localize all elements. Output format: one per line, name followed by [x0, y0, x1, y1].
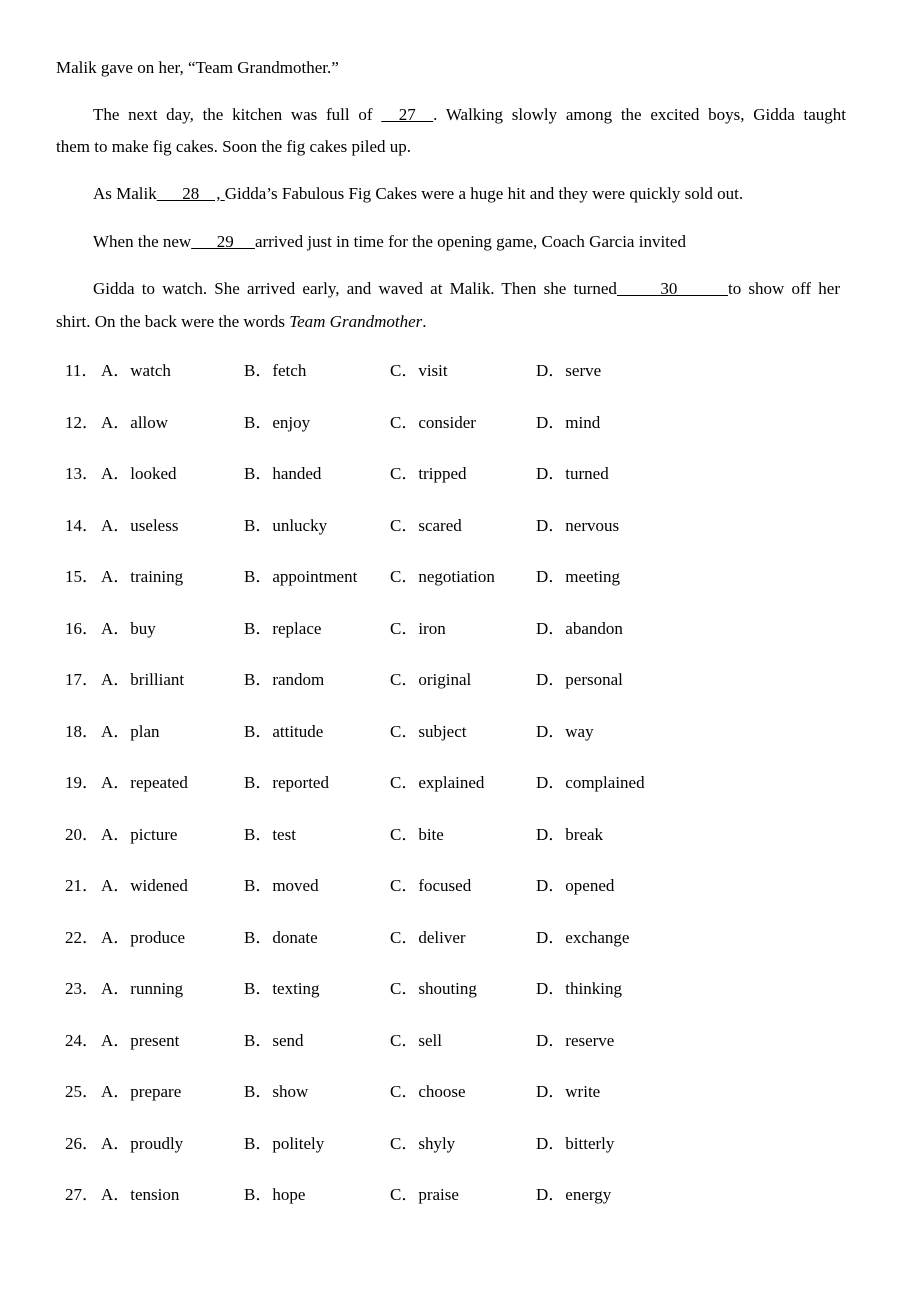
- passage-text: shirt. On the back were the words: [56, 312, 290, 331]
- option-b: B．unlucky: [244, 515, 328, 535]
- question-row: [0, 566, 920, 588]
- option-d: D．serve: [536, 361, 602, 380]
- option-b: B．appointment: [244, 567, 358, 586]
- option-b: B．enjoy: [244, 412, 311, 432]
- option-a: A．present: [101, 1030, 180, 1050]
- option-a: A．picture: [101, 824, 178, 844]
- passage-text: .: [422, 312, 427, 331]
- option-b: B．handed: [244, 464, 322, 483]
- option-a: A．allow: [101, 412, 169, 432]
- option-b: B．show: [244, 1082, 309, 1101]
- question-row: [0, 669, 920, 691]
- question-number: 24．: [65, 1030, 99, 1050]
- passage-text: Gidda’s Fabulous Fig Cakes were a huge hit and they were quickly sold out.: [224, 184, 744, 203]
- option-d: D．complained: [536, 773, 645, 792]
- option-d: D．energy: [536, 1185, 612, 1204]
- option-c: C．shouting: [390, 979, 477, 998]
- option-b: B．politely: [244, 1133, 325, 1153]
- blank-30: 30: [616, 279, 728, 298]
- question-number: 25．: [65, 1082, 99, 1101]
- option-b: B．attitude: [244, 721, 324, 741]
- passage-paragraph-29: [93, 232, 846, 252]
- question-row: [0, 824, 920, 846]
- passage-text: . Walking slowly among the excited boys, Gidda taught: [433, 105, 846, 124]
- blank-27: 27: [381, 105, 434, 124]
- option-b: B．fetch: [244, 361, 307, 380]
- passage-text: arrived just in time for the opening game, Coach Garcia invited: [254, 232, 686, 251]
- option-d: D．mind: [536, 412, 601, 432]
- option-d: D．abandon: [536, 618, 623, 638]
- option-d: D．nervous: [536, 515, 620, 535]
- option-a: A．watch: [101, 361, 171, 380]
- option-d: D．meeting: [536, 567, 621, 586]
- passage-paragraph-27-line-2: [56, 137, 846, 157]
- passage-line-1: [56, 58, 846, 78]
- option-c: C．scared: [390, 515, 462, 535]
- question-row: [0, 772, 920, 794]
- option-a: A．looked: [101, 464, 177, 483]
- option-d: D．reserve: [536, 1030, 615, 1050]
- passage-text: The next day, the kitchen was full of: [93, 105, 382, 124]
- question-number: 22．: [65, 927, 99, 947]
- question-row: [0, 927, 920, 949]
- option-c: C．focused: [390, 876, 472, 895]
- option-c: C．shyly: [390, 1133, 456, 1153]
- option-d: D．thinking: [536, 979, 622, 998]
- question-number: 13．: [65, 464, 99, 483]
- passage-paragraph-27: [93, 105, 846, 125]
- option-b: B．test: [244, 824, 296, 844]
- option-d: D．turned: [536, 464, 609, 483]
- option-c: C．praise: [390, 1185, 459, 1204]
- option-c: C．sell: [390, 1030, 442, 1050]
- question-number: 12．: [65, 412, 99, 432]
- question-row: [0, 978, 920, 1000]
- option-c: C．tripped: [390, 464, 467, 483]
- question-number: 26．: [65, 1133, 99, 1153]
- option-b: B．texting: [244, 979, 320, 998]
- question-row: [0, 463, 920, 485]
- option-a: A．widened: [101, 876, 188, 895]
- question-row: [0, 1184, 920, 1206]
- blank-28: 28 ,: [156, 184, 225, 203]
- question-row: [0, 1030, 920, 1052]
- option-b: B．moved: [244, 876, 319, 895]
- option-a: A．buy: [101, 618, 156, 638]
- question-number: 19．: [65, 773, 99, 792]
- option-d: D．write: [536, 1082, 601, 1101]
- passage-text: When the new: [93, 232, 192, 251]
- option-b: B．replace: [244, 618, 322, 638]
- option-a: A．brilliant: [101, 670, 185, 689]
- passage-text: As Malik: [93, 184, 157, 203]
- option-c: C．explained: [390, 773, 485, 792]
- option-d: D．bitterly: [536, 1133, 615, 1153]
- option-c: C．choose: [390, 1082, 466, 1101]
- option-d: D．personal: [536, 670, 623, 689]
- option-d: D．exchange: [536, 927, 630, 947]
- option-a: A．training: [101, 567, 184, 586]
- question-row: [0, 1081, 920, 1103]
- passage-text: Malik gave on her, “Team Grandmother.”: [56, 58, 339, 77]
- question-number: 14．: [65, 515, 99, 535]
- question-number: 23．: [65, 979, 99, 998]
- passage-paragraph-30-line-2: [56, 312, 846, 332]
- option-a: A．prepare: [101, 1082, 182, 1101]
- question-row: [0, 412, 920, 434]
- option-b: B．send: [244, 1030, 304, 1050]
- question-number: 21．: [65, 876, 99, 895]
- option-c: C．visit: [390, 361, 448, 380]
- option-c: C．iron: [390, 618, 446, 638]
- option-b: B．hope: [244, 1185, 306, 1204]
- question-number: 27．: [65, 1185, 99, 1204]
- option-d: D．opened: [536, 876, 615, 895]
- passage-paragraph-28: [93, 184, 846, 204]
- question-row: [0, 360, 920, 382]
- option-a: A．repeated: [101, 773, 188, 792]
- question-number: 16．: [65, 618, 99, 638]
- question-number: 17．: [65, 670, 99, 689]
- blank-29: 29: [191, 232, 255, 251]
- italic-title: Team Grandmother: [289, 312, 423, 331]
- option-c: C．deliver: [390, 927, 466, 947]
- question-row: [0, 1133, 920, 1155]
- question-row: [0, 721, 920, 743]
- option-a: A．useless: [101, 515, 179, 535]
- passage-text: to show off her: [727, 279, 841, 298]
- option-c: C．bite: [390, 824, 444, 844]
- question-number: 15．: [65, 567, 99, 586]
- passage-text: Gidda to watch. She arrived early, and waved at Malik. Then she turned: [93, 279, 617, 298]
- passage-text: them to make fig cakes. Soon the fig cakes piled up.: [56, 137, 412, 156]
- question-number: 11．: [65, 361, 99, 380]
- option-a: A．produce: [101, 927, 186, 947]
- passage-paragraph-30: [93, 279, 840, 299]
- question-row: [0, 875, 920, 897]
- option-b: B．random: [244, 670, 325, 689]
- option-a: A．proudly: [101, 1133, 184, 1153]
- question-number: 18．: [65, 721, 99, 741]
- option-a: A．plan: [101, 721, 160, 741]
- option-c: C．consider: [390, 412, 476, 432]
- option-a: A．tension: [101, 1185, 180, 1204]
- option-d: D．break: [536, 824, 604, 844]
- option-c: C．subject: [390, 721, 467, 741]
- option-c: C．negotiation: [390, 567, 495, 586]
- question-row: [0, 515, 920, 537]
- question-number: 20．: [65, 824, 99, 844]
- option-b: B．reported: [244, 773, 329, 792]
- option-c: C．original: [390, 670, 472, 689]
- option-b: B．donate: [244, 927, 318, 947]
- option-d: D．way: [536, 721, 594, 741]
- option-a: A．running: [101, 979, 184, 998]
- question-row: [0, 618, 920, 640]
